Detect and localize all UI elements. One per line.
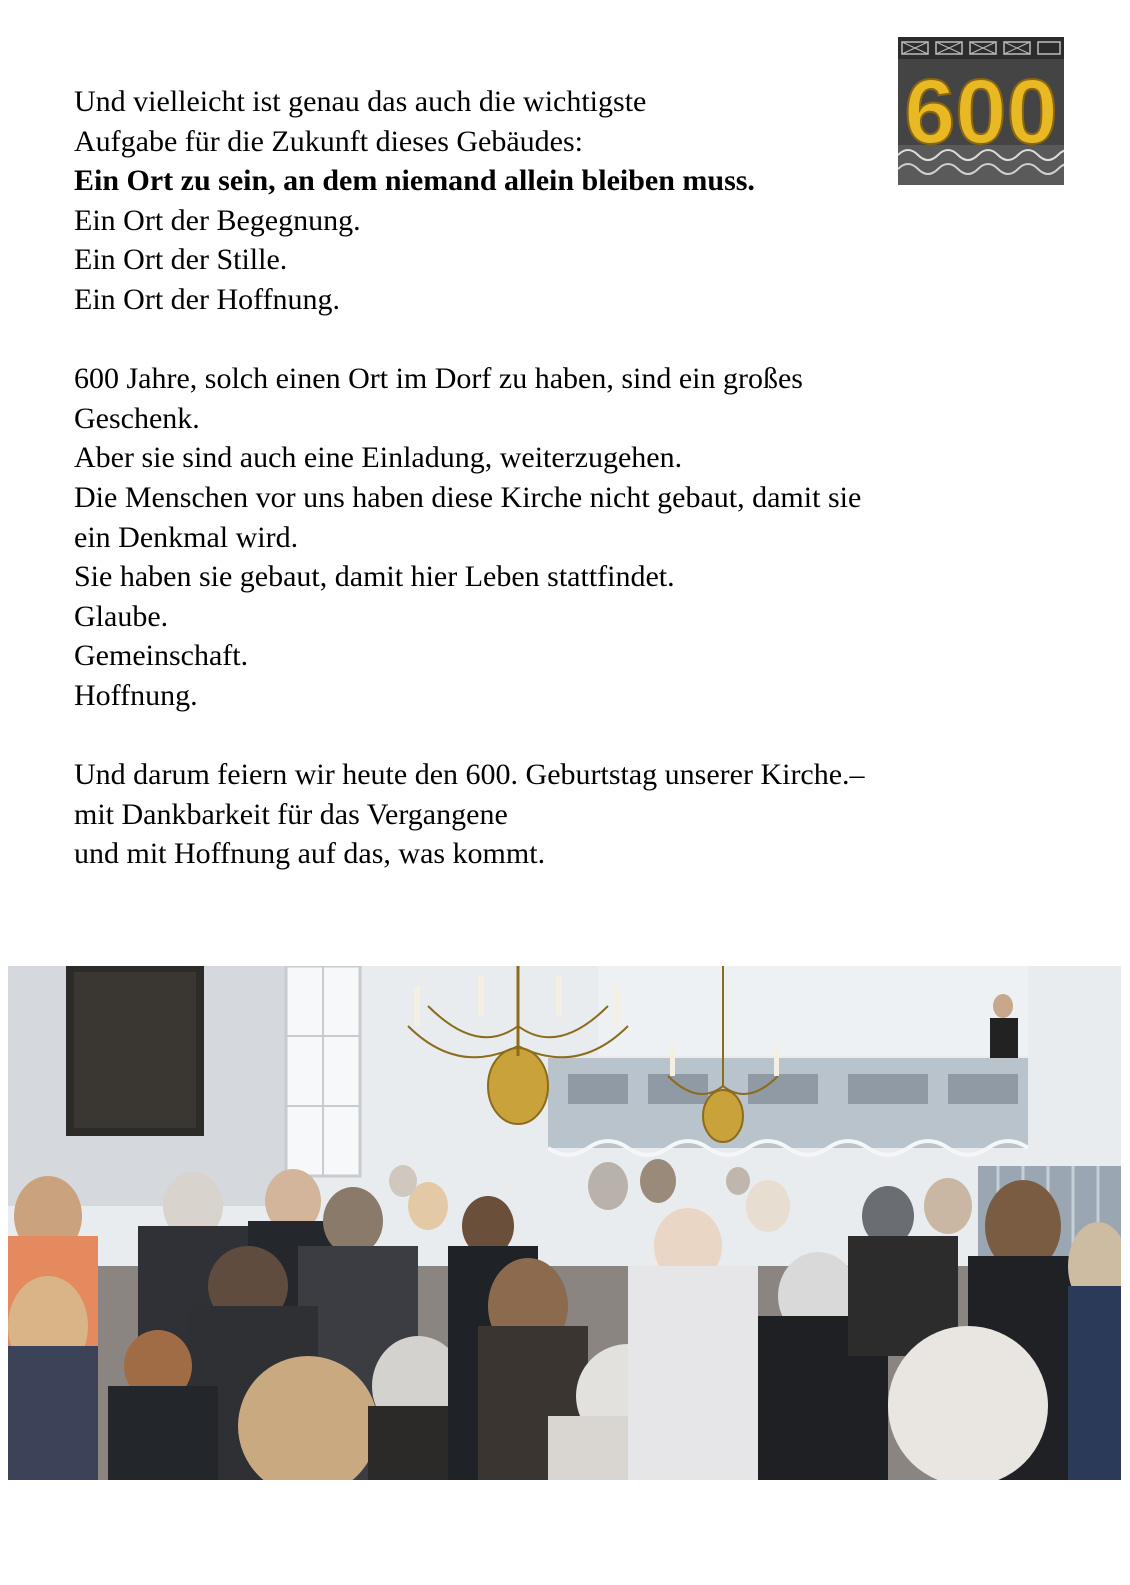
balloons-600-image bbox=[898, 37, 1064, 185]
document-text bbox=[74, 82, 1074, 874]
text-line: Aufgabe für die Zukunft dieses Gebäudes: bbox=[74, 124, 584, 158]
church-crowd-photo bbox=[8, 966, 1121, 1480]
text-line: Und darum feiern wir heute den 600. Geburtstag unserer Kirche.– bbox=[74, 758, 865, 792]
text-line: Hoffnung. bbox=[74, 678, 198, 712]
text-line: ein Denkmal wird. bbox=[74, 520, 299, 554]
text-line: 600 Jahre, solch einen Ort im Dorf zu haben, sind ein großes bbox=[74, 362, 803, 396]
text-line: Ein Ort der Hoffnung. bbox=[74, 282, 341, 316]
text-line: Ein Ort der Begegnung. bbox=[74, 203, 361, 237]
text-line: Gemeinschaft. bbox=[74, 639, 249, 673]
text-line: Und vielleicht ist genau das auch die wichtigste bbox=[74, 85, 647, 118]
text-line: Geschenk. bbox=[74, 401, 200, 435]
text-line: Aber sie sind auch eine Einladung, weiterzugehen. bbox=[74, 441, 683, 475]
text-line: Ein Ort der Stille. bbox=[74, 243, 288, 277]
paragraph-gap bbox=[74, 320, 1074, 360]
text-line: mit Dankbarkeit für das Vergangene bbox=[74, 797, 508, 831]
text-line: Sie haben sie gebaut, damit hier Leben stattfindet. bbox=[74, 560, 675, 594]
text-line: Glaube. bbox=[74, 599, 169, 633]
balloon-digits: 600 bbox=[904, 61, 1058, 163]
text-line: und mit Hoffnung auf das, was kommt. bbox=[74, 837, 546, 871]
paragraph-gap bbox=[74, 716, 1074, 756]
church-crowd-image bbox=[8, 966, 1121, 1480]
text-line: Ein Ort zu sein, an dem niemand allein bleiben muss. bbox=[74, 164, 755, 198]
balloons-600-photo bbox=[898, 37, 1064, 185]
text-line: Die Menschen vor uns haben diese Kirche nicht gebaut, damit sie bbox=[74, 480, 862, 514]
